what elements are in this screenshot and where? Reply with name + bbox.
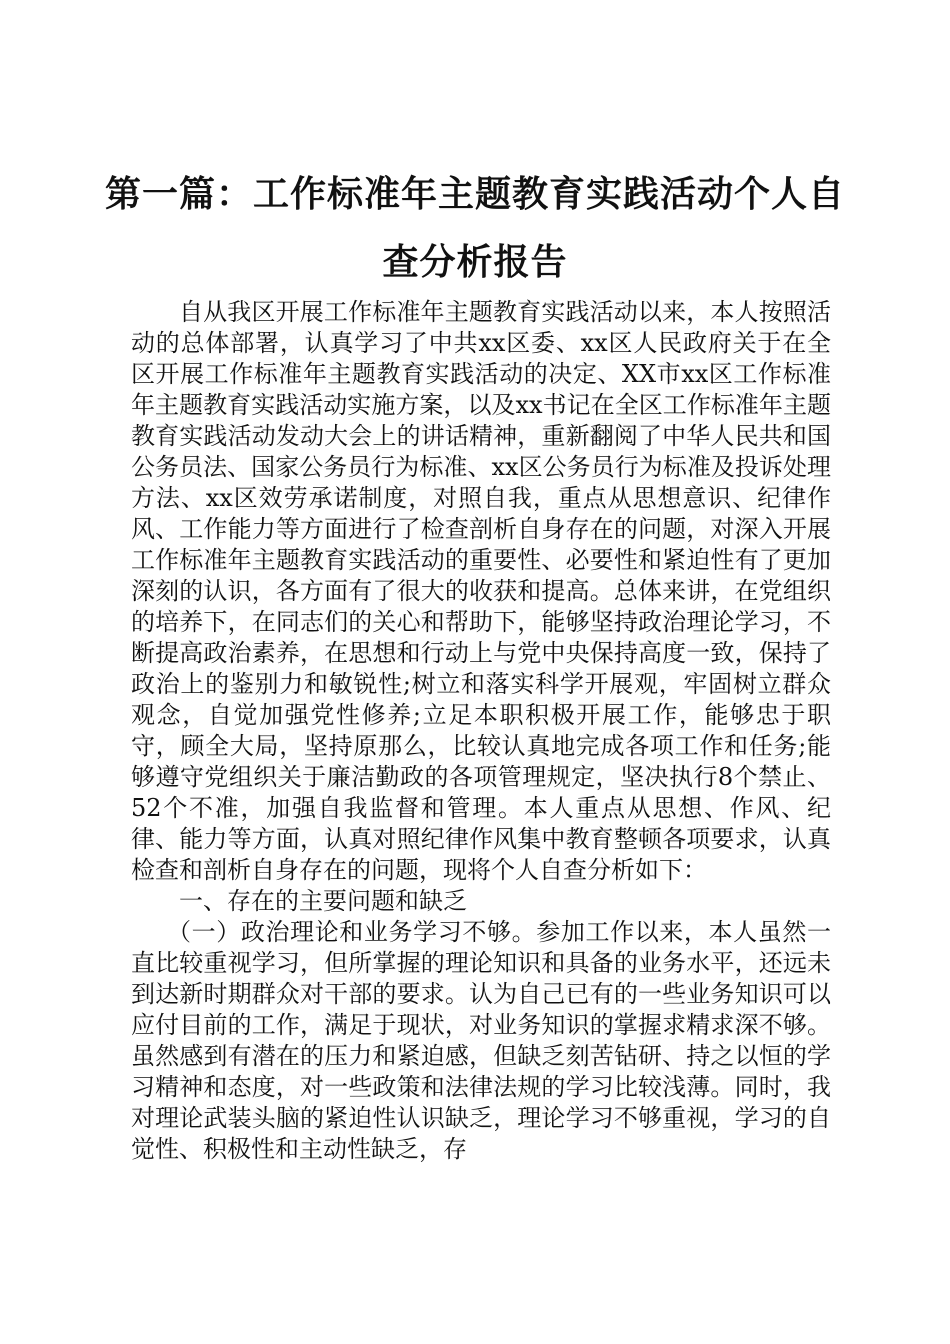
- section-heading: 一、存在的主要问题和缺乏: [179, 887, 467, 915]
- document-title: 第一篇：工作标准年主题教育实践活动个人自查分析报告: [104, 173, 845, 283]
- subsection-paragraph: （一）政治理论和业务学习不够。参加工作以来，本人虽然一直比较重视学习，但所掌握的理论知识和具备的业务水平，还远未到达新时期群众对干部的要求。认为自己已有的一些业务知识可以应付目前的工作，满足于现状，对业务知识的掌握求精求深不够。虽然感到有潜在的压力和紧迫感，但缺乏刻苦钻研、持之以恒的学习精神和态度，对一些政策和法律法规的学习比较浅薄。同时，我对理论武装头脑的紧迫性认识缺乏，理论学习不够重视，学习的自觉性、积极性和主动性缺乏，存: [131, 918, 831, 1163]
- document-body: [131, 297, 831, 1165]
- intro-paragraph: 自从我区开展工作标准年主题教育实践活动以来，本人按照活动的总体部署，认真学习了中共xx区委、xx区人民政府关于在全区开展工作标准年主题教育实践活动的决定、XX市xx区工作标准年主题教育实践活动实施方案，以及xx书记在全区工作标准年主题教育实践活动发动大会上的讲话精神，重新翻阅了中华人民共和国公务员法、国家公务员行为标准、xx区公务员行为标准及投诉处理方法、xx区效劳承诺制度，对照自我，重点从思想意识、纪律作风、工作能力等方面进行了检查剖析自身存在的问题，对深入开展工作标准年主题教育实践活动的重要性、必要性和紧迫性有了更加深刻的认识，各方面有了很大的收获和提高。总体来讲，在党组织的培养下，在同志们的关心和帮助下，能够坚持政治理论学习，不断提高政治素养，在思想和行动上与党中央保持高度一致，保持了政治上的鉴别力和敏锐性;树立和落实科学开展观，牢固树立群众观念，自觉加强党性修养;立足本职积极开展工作，能够忠于职守，顾全大局，坚持原那么，比较认真地完成各项工作和任务;能够遵守党组织关于廉洁勤政的各项管理规定，坚决执行8个禁止、52个不准，加强自我监督和管理。本人重点从思想、作风、纪律、能力等方面，认真对照纪律作风集中教育整顿各项要求，认真检查和剖析自身存在的问题，现将个人自查分析如下：: [131, 298, 831, 884]
